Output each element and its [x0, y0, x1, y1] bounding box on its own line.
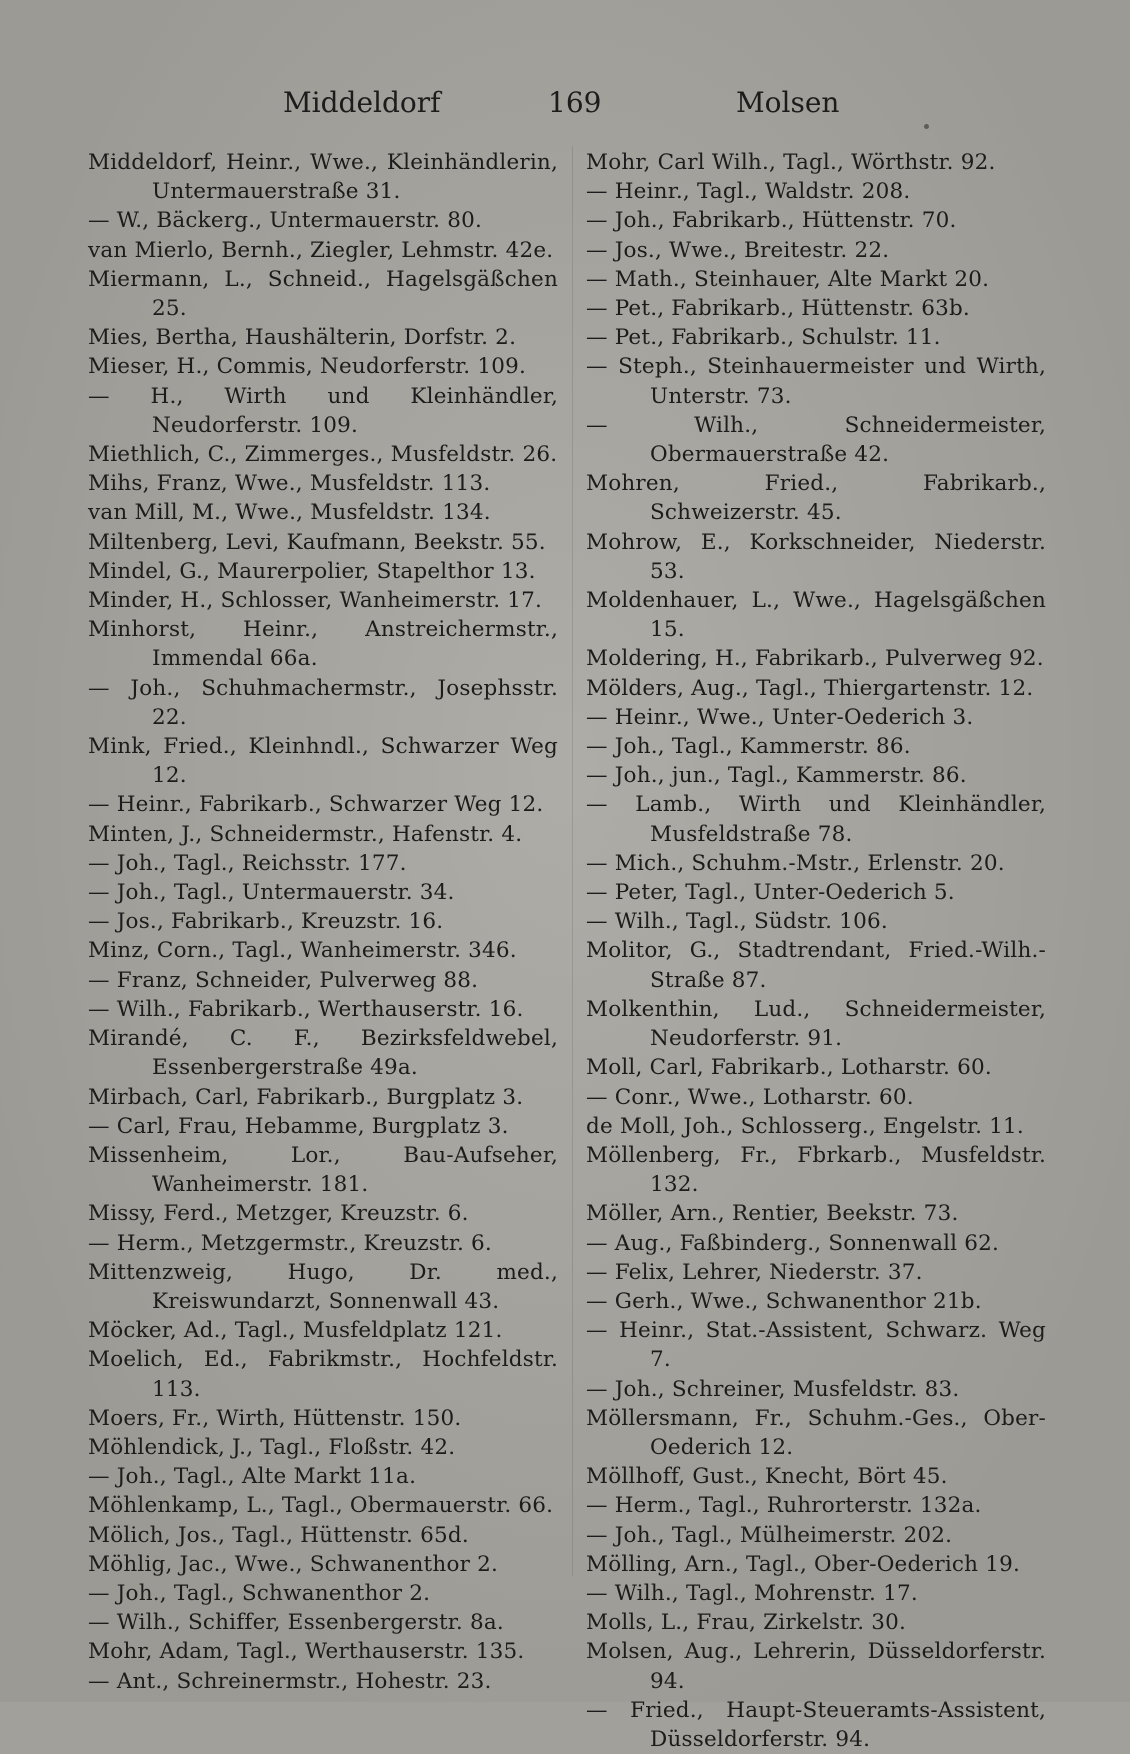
directory-entry: Moelich, Ed., Fabrikmstr., Hochfeldstr. 113.: [88, 1347, 558, 1402]
directory-entry: Miermann, L., Schneid., Hagelsgäßchen 25.: [88, 266, 558, 322]
directory-entry: — Steph., Steinhauermeister und Wirth, Unterstr. 73.: [586, 354, 1046, 409]
directory-entry: Miltenberg, Levi, Kaufmann, Beekstr. 55.: [88, 529, 546, 555]
directory-entry: — Pet., Fabrikarb., Hüttenstr. 63b.: [586, 296, 970, 322]
directory-entry: — Joh., Fabrikarb., Hüttenstr. 70.: [586, 208, 957, 234]
directory-entry: Mölich, Jos., Tagl., Hüttenstr. 65d.: [88, 1522, 469, 1548]
directory-entry: — W., Bäckerg., Untermauerstr. 80.: [88, 208, 483, 234]
page-number: 169: [548, 86, 602, 119]
directory-entry: Moers, Fr., Wirth, Hüttenstr. 150.: [88, 1405, 462, 1431]
directory-entry: Mindel, G., Maurerpolier, Stapelthor 13.: [88, 558, 536, 584]
directory-entry: — Wilh., Schneidermeister, Obermauerstraße 42.: [586, 412, 1046, 468]
directory-entry: — Joh., Tagl., Untermauerstr. 34.: [88, 880, 455, 906]
directory-entry: — Mich., Schuhm.-Mstr., Erlenstr. 20.: [586, 850, 1005, 876]
directory-entry: — Joh., Schuhmachermstr., Josephsstr. 22.: [88, 675, 558, 730]
directory-entry: Moll, Carl, Fabrikarb., Lotharstr. 60.: [586, 1055, 992, 1081]
directory-entry: Möller, Arn., Rentier, Beekstr. 73.: [586, 1201, 959, 1227]
directory-entry: — Carl, Frau, Hebamme, Burgplatz 3.: [88, 1113, 509, 1139]
directory-entry: Möllenberg, Fr., Fbrkarb., Musfeldstr. 132.: [586, 1142, 1046, 1198]
directory-entry: Möhlendick, J., Tagl., Floßstr. 42.: [88, 1434, 456, 1460]
directory-entry: — Heinr., Tagl., Waldstr. 208.: [586, 179, 911, 205]
directory-entry: Missy, Ferd., Metzger, Kreuzstr. 6.: [88, 1201, 469, 1227]
directory-entry: Minz, Corn., Tagl., Wanheimerstr. 346.: [88, 938, 517, 964]
directory-entry: — Franz, Schneider, Pulverweg 88.: [88, 967, 479, 993]
directory-entry: Minder, H., Schlosser, Wanheimerstr. 17.: [88, 588, 543, 614]
directory-entry: Mihs, Franz, Wwe., Musfeldstr. 113.: [88, 471, 491, 497]
directory-entry: — Herm., Metzgermstr., Kreuzstr. 6.: [88, 1230, 492, 1256]
directory-entry: — Joh., Tagl., Kammerstr. 86.: [586, 734, 911, 760]
directory-entry: Mirbach, Carl, Fabrikarb., Burgplatz 3.: [88, 1084, 524, 1110]
directory-entry: — Felix, Lehrer, Niederstr. 37.: [586, 1259, 923, 1285]
directory-entry: — Herm., Tagl., Ruhrorterstr. 132a.: [586, 1493, 982, 1519]
directory-entry: Möcker, Ad., Tagl., Musfeldplatz 121.: [88, 1318, 503, 1344]
directory-entry: Molsen, Aug., Lehrerin, Düsseldorferstr. 94.: [586, 1639, 1046, 1694]
header-right-catchword: Molsen: [736, 86, 840, 119]
directory-entry: Moldenhauer, L., Wwe., Hagelsgäßchen 15.: [586, 588, 1046, 643]
directory-entry: — Wilh., Tagl., Mohrenstr. 17.: [586, 1580, 918, 1606]
directory-entry: — Joh., Tagl., Alte Markt 11a.: [88, 1464, 417, 1490]
directory-entry: van Mierlo, Bernh., Ziegler, Lehmstr. 42e.: [88, 237, 554, 263]
directory-entry: Mittenzweig, Hugo, Dr. med., Kreiswundarzt, Sonnenwall 43.: [88, 1259, 558, 1314]
directory-entry: — Joh., Tagl., Schwanenthor 2.: [88, 1580, 431, 1606]
directory-entry: Mölders, Aug., Tagl., Thiergartenstr. 12.: [586, 675, 1034, 701]
directory-entry: — Joh., Tagl., Mülheimerstr. 202.: [586, 1522, 953, 1548]
directory-entry: Möhlig, Jac., Wwe., Schwanenthor 2.: [88, 1551, 499, 1577]
directory-entry: — Pet., Fabrikarb., Schulstr. 11.: [586, 325, 941, 351]
paper-speck: [924, 124, 929, 129]
directory-entry: Minhorst, Heinr., Anstreichermstr., Immendal 66a.: [88, 617, 558, 672]
directory-entry: — Conr., Wwe., Lotharstr. 60.: [586, 1084, 914, 1110]
directory-entry: — Joh., jun., Tagl., Kammerstr. 86.: [586, 763, 967, 789]
directory-entry: — Wilh., Fabrikarb., Werthauserstr. 16.: [88, 996, 524, 1022]
directory-entry: Mies, Bertha, Haushälterin, Dorfstr. 2.: [88, 325, 517, 351]
directory-entry: — Jos., Wwe., Breitestr. 22.: [586, 237, 890, 263]
directory-entry: Möhlenkamp, L., Tagl., Obermauerstr. 66.: [88, 1493, 554, 1519]
directory-entry: Möllersmann, Fr., Schuhm.-Ges., Ober-Oederich 12.: [586, 1405, 1046, 1460]
directory-entry: — Joh., Schreiner, Musfeldstr. 83.: [586, 1376, 960, 1402]
right-column: [586, 148, 1046, 1754]
page-header: [0, 86, 1130, 130]
directory-entry: — Heinr., Stat.-Assistent, Schwarz. Weg 7.: [586, 1318, 1046, 1373]
directory-entry: — Ant., Schreinermstr., Hohestr. 23.: [88, 1668, 492, 1694]
directory-entry: Middeldorf, Heinr., Wwe., Kleinhändlerin, Untermauerstraße 31.: [88, 150, 558, 205]
directory-entry: Mirandé, C. F., Bezirksfeldwebel, Essenbergerstraße 49a.: [88, 1026, 558, 1081]
directory-entry: — Fried., Haupt-Steueramts-Assistent, Düsseldorferstr. 94.: [586, 1697, 1046, 1752]
directory-entry: Molitor, G., Stadtrendant, Fried.-Wilh.-Straße 87.: [586, 938, 1046, 993]
directory-entry: — H., Wirth und Kleinhändler, Neudorferstr. 109.: [88, 383, 558, 438]
directory-entry: — Gerh., Wwe., Schwanenthor 21b.: [586, 1288, 982, 1314]
directory-entry: Möllhoff, Gust., Knecht, Bört 45.: [586, 1464, 948, 1490]
column-divider: [572, 146, 573, 1576]
directory-entry: — Lamb., Wirth und Kleinhändler, Musfeldstraße 78.: [586, 792, 1046, 847]
header-left-catchword: Middeldorf: [283, 86, 441, 119]
directory-entry: Mohr, Carl Wilh., Tagl., Wörthstr. 92.: [586, 150, 996, 175]
directory-entry: — Peter, Tagl., Unter-Oederich 5.: [586, 880, 955, 906]
directory-entry: Molkenthin, Lud., Schneidermeister, Neudorferstr. 91.: [586, 996, 1046, 1052]
directory-entry: — Aug., Faßbinderg., Sonnenwall 62.: [586, 1230, 1000, 1256]
left-column: [88, 148, 558, 1696]
directory-entry: Mölling, Arn., Tagl., Ober-Oederich 19.: [586, 1551, 1021, 1577]
directory-entry: Mohr, Adam, Tagl., Werthauserstr. 135.: [88, 1639, 525, 1665]
directory-entry: — Wilh., Schiffer, Essenbergerstr. 8a.: [88, 1610, 504, 1636]
directory-entry: Mohrow, E., Korkschneider, Niederstr. 53.: [586, 529, 1046, 584]
directory-entry: — Wilh., Tagl., Südstr. 106.: [586, 909, 888, 935]
directory-entry: — Heinr., Fabrikarb., Schwarzer Weg 12.: [88, 792, 544, 818]
directory-entry: Minten, J., Schneidermstr., Hafenstr. 4.: [88, 821, 523, 847]
directory-entry: Moldering, H., Fabrikarb., Pulverweg 92.: [586, 646, 1044, 672]
directory-entry: — Jos., Fabrikarb., Kreuzstr. 16.: [88, 909, 444, 935]
directory-entry: Mohren, Fried., Fabrikarb., Schweizerstr. 45.: [586, 471, 1046, 526]
directory-entry: de Moll, Joh., Schlosserg., Engelstr. 11.: [586, 1113, 1024, 1139]
directory-entry: Mink, Fried., Kleinhndl., Schwarzer Weg 12.: [88, 734, 558, 789]
directory-entry: — Math., Steinhauer, Alte Markt 20.: [586, 266, 990, 292]
directory-entry: van Mill, M., Wwe., Musfeldstr. 134.: [88, 500, 491, 526]
directory-entry: Missenheim, Lor., Bau-Aufseher, Wanheimerstr. 181.: [88, 1142, 558, 1198]
directory-entry: — Joh., Tagl., Reichsstr. 177.: [88, 850, 407, 876]
directory-entry: Mieser, H., Commis, Neudorferstr. 109.: [88, 354, 527, 380]
directory-entry: Molls, L., Frau, Zirkelstr. 30.: [586, 1610, 907, 1636]
directory-entry: Miethlich, C., Zimmerges., Musfeldstr. 26.: [88, 442, 558, 468]
directory-entry: — Heinr., Wwe., Unter-Oederich 3.: [586, 704, 974, 730]
